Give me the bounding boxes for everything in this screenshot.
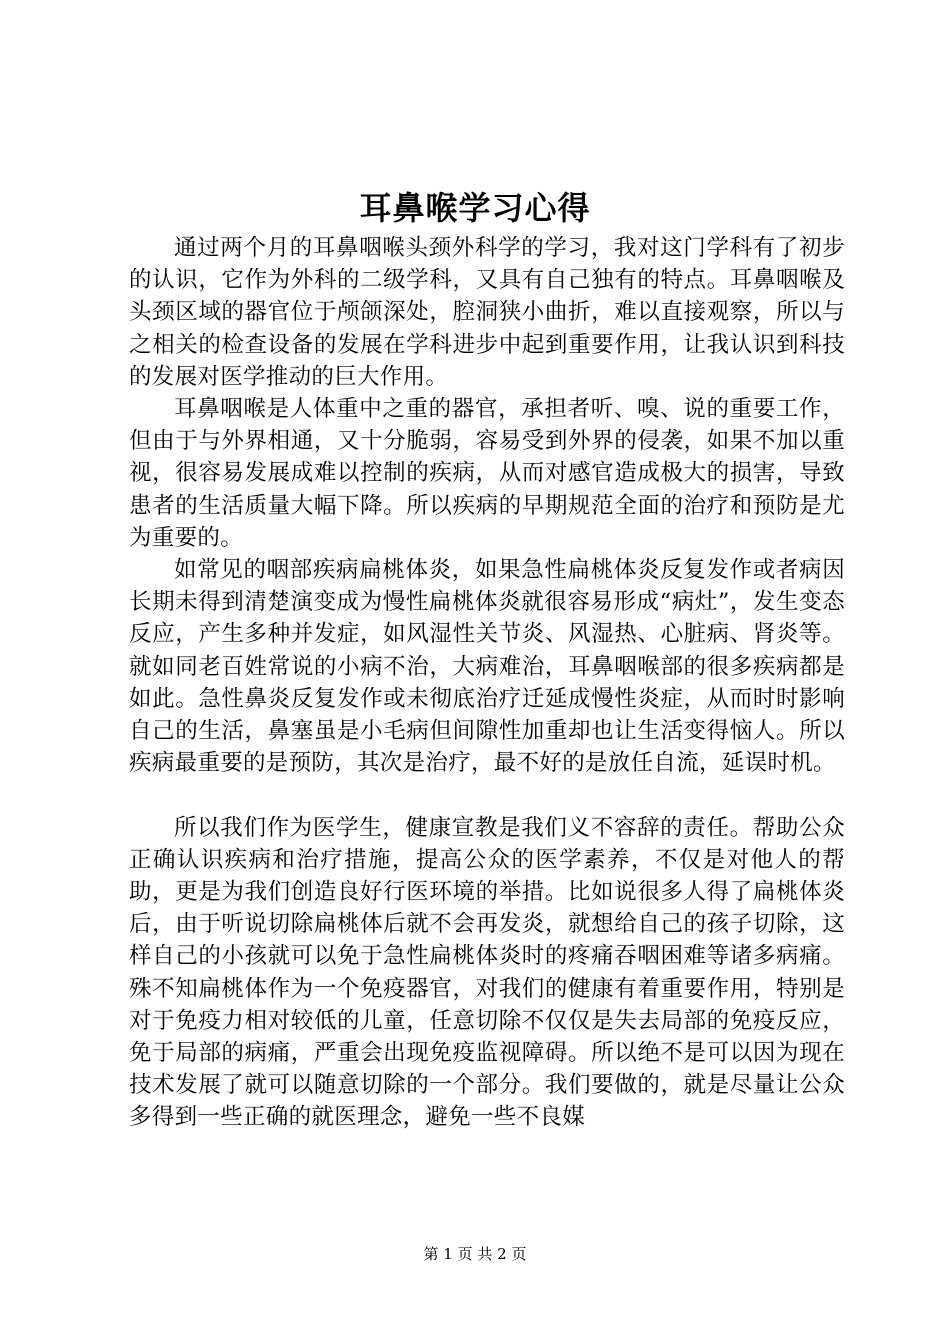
paragraph-4: 所以我们作为医学生，健康宣教是我们义不容辞的责任。帮助公众正确认识疾病和治疗措施，提高公众的医学素养，不仅是对他人的帮助，更是为我们创造良好行医环境的举措。比如说很多人得了扁桃体炎后，由于听说切除扁桃体后就不会再发炎，就想给自己的孩子切除，这样自己的小孩就可以免于急性扁桃体炎时的疼痛吞咽困难等诸多病痛。殊不知扁桃体作为一个免疫器官，对我们的健康有着重要作用，特别是对于免疫力相对较低的儿童，任意切除不仅仅是失去局部的免疫反应，免于局部的病痛，严重会出现免疫监视障碍。所以绝不是可以因为现在技术发展了就可以随意切除的一个部分。我们要做的，就是尽量让公众多得到一些正确的就医理念，避免一些不良媒	[129, 814, 845, 1131]
document-body	[129, 232, 845, 1134]
paragraph-2: 耳鼻咽喉是人体重中之重的器官，承担者听、嗅、说的重要工作，但由于与外界相通，又十分脆弱，容易受到外界的侵袭，如果不加以重视，很容易发展成难以控制的疾病，从而对感官造成极大的损害，导致患者的生活质量大幅下降。所以疾病的早期规范全面的治疗和预防是尤为重要的。	[129, 396, 845, 551]
paragraph-3: 如常见的咽部疾病扁桃体炎，如果急性扁桃体炎反复发作或者病因长期未得到清楚演变成为慢性扁桃体炎就很容易形成“病灶”，发生变态反应，产生多种并发症，如风湿性关节炎、风湿热、心脏病、肾炎等。就如同老百姓常说的小病不治，大病难治，耳鼻咽喉部的很多疾病都是如此。急性鼻炎反复发作或未彻底治疗迁延成慢性炎症，从而时时影响自己的生活，鼻塞虽是小毛病但间隙性加重却也让生活变得恼人。所以疾病最重要的是预防，其次是治疗，最不好的是放任自流，延误时机。	[129, 557, 845, 777]
paragraph-1: 通过两个月的耳鼻咽喉头颈外科学的学习，我对这门学科有了初步的认识，它作为外科的二级学科，又具有自己独有的特点。耳鼻咽喉及头颈区域的器官位于颅颌深处，腔洞狭小曲折，难以直接观察，所以与之相关的检查设备的发展在学科进步中起到重要作用，让我认识到科技的发展对医学推动的巨大作用。	[129, 235, 845, 390]
document-title: 耳鼻喉学习心得	[359, 189, 591, 227]
page-number-footer: 第 1 页 共 2 页	[423, 1245, 527, 1263]
